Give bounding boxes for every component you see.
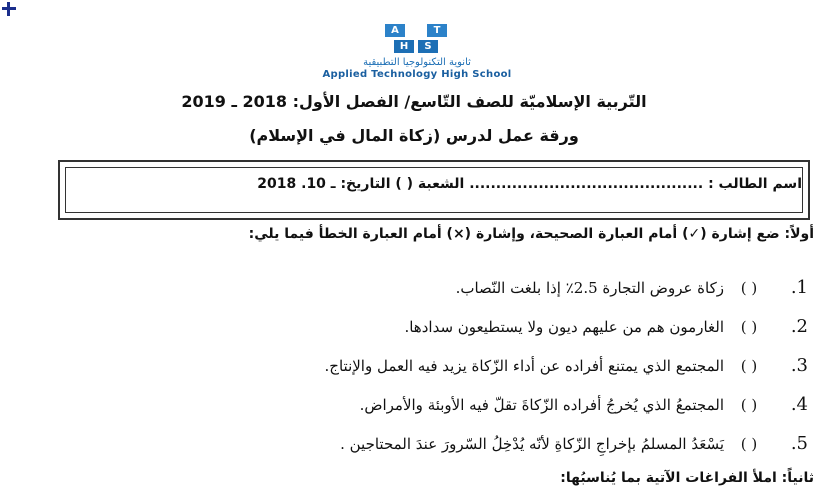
question-number: 3.	[790, 355, 808, 376]
question-text: المجتمعُ الذي يُخرجُ أفراده الزّكاةَ تقلّ فيه الأوبئة والأمراض.	[359, 395, 724, 414]
answer-box: ( )	[740, 317, 758, 336]
question-item	[68, 307, 808, 346]
logo-arabic-name: ثانوية التكنولوجيا التطبيقية	[363, 57, 471, 68]
question-item	[68, 346, 808, 385]
section-1-heading: أولاً: ضع إشارة (✓) أمام العبارة الصحيحة، وإشارة (×) أمام العبارة الخطأ فيما يلي:	[248, 226, 814, 242]
logo-english-name: Applied Technology High School	[322, 69, 512, 80]
logo-tile-h: H	[394, 40, 414, 53]
question-number: 2.	[790, 316, 808, 337]
worksheet-title: التّربية الإسلاميّة للصف التّاسع/ الفصل الأول: 2018 ـ 2019	[181, 92, 647, 111]
answer-box: ( )	[740, 278, 758, 297]
question-number: 1.	[790, 277, 808, 298]
question-text: الغارمون هم من عليهم ديون ولا يستطيعون سدادها.	[404, 317, 724, 336]
logo-tile-s: S	[418, 40, 438, 53]
question-text: المجتمع الذي يمتنع أفراده عن أداء الزّكاة يزيد فيه العمل والإنتاج.	[324, 356, 724, 375]
worksheet-subtitle: ورقة عمل لدرس (زكاة المال في الإسلام)	[249, 126, 579, 145]
corner-anchor-mark	[2, 2, 16, 16]
question-text: زكاة عروض التجارة 2.5٪ إذا بلغت النّصاب.	[455, 278, 724, 297]
student-info-box	[58, 160, 810, 220]
answer-box: ( )	[740, 434, 758, 453]
question-item	[68, 268, 808, 307]
student-info-line: اسم الطالب : ............................................ الشعبة ( ) التاريخ: ـ 10. 2018	[257, 176, 802, 192]
question-text: يَسْعَدُ المسلمُ بإخراجِ الزّكاةِ لأنّه يُدْخِلُ السّرورَ عندَ المحتاجين .	[340, 434, 724, 453]
question-number: 5.	[790, 433, 808, 454]
question-item	[68, 424, 808, 463]
question-item	[68, 385, 808, 424]
logo-tiles	[383, 22, 451, 56]
logo-tile-t: T	[427, 24, 447, 37]
logo-tile-a: A	[385, 24, 405, 37]
question-number: 4.	[790, 394, 808, 415]
school-logo	[322, 22, 512, 84]
answer-box: ( )	[740, 356, 758, 375]
answer-box: ( )	[740, 395, 758, 414]
section-2-heading: ثانياً: املأ الفراغات الآتية بما يُناسبُها:	[560, 470, 814, 486]
question-list	[68, 268, 808, 463]
